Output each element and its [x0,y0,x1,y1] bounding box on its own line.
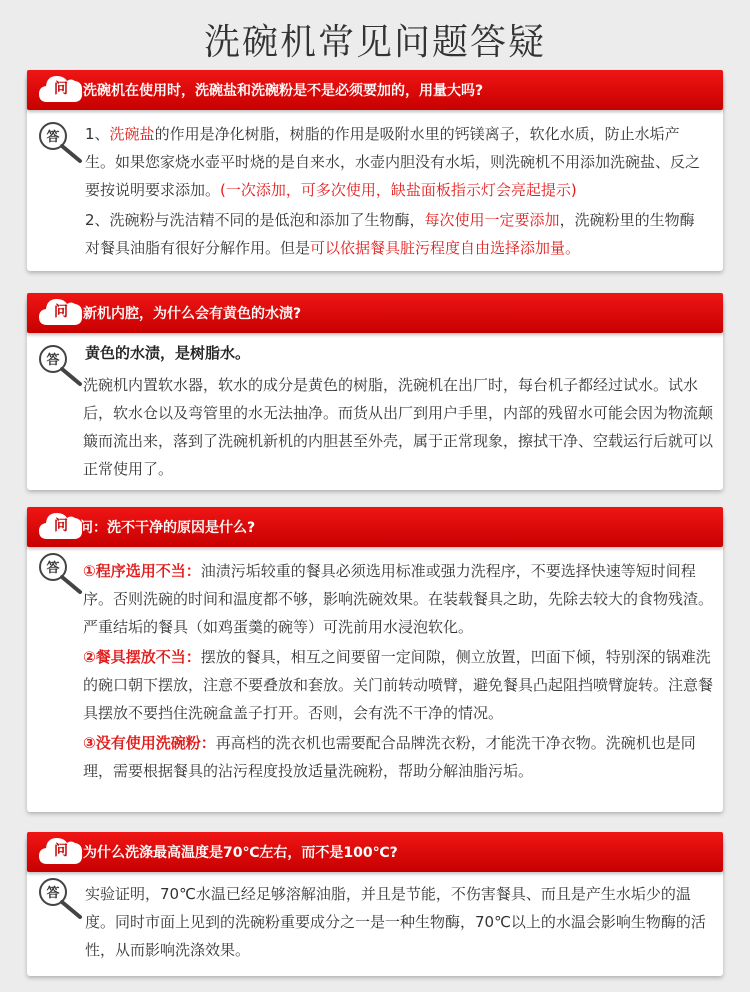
question-label: 问 [54,518,68,534]
question-text: 洗碗机在使用时，洗碗盐和洗碗粉是不是必须要加的，用量大吗? [83,83,484,99]
answer-text: ，洗碗粉里的生物酶对餐具油脂有很好分解作用。但是 [85,211,695,257]
answer-label: 答 [46,353,60,368]
faq-card-not-clean [27,513,723,812]
item-label: ②餐具摆放不当： [83,648,201,666]
faq-card-yellow-water [27,299,723,490]
magnifier-icon [37,876,83,920]
answer-label: 答 [46,130,60,145]
answer-text: 2、洗碗粉与洗洁精不同的是低泡和添加了生物酶， [85,211,425,229]
highlight-text: 每次使用一定要添加 [424,211,560,229]
answer-text: 的作用是净化树脂，树脂的作用是吸附水里的钙镁离子，软化水质，防止水垢产生。如果您家烧水壶平时烧的是自来水，水壶内胆没有水垢，则洗碗机不用添加洗碗盐、反之要按说明要求添加。 [85,125,701,199]
answer-label: 答 [46,886,60,901]
answer-paragraph: 洗碗机内置软水器，软水的成分是黄色的树脂，洗碗机在出厂时，每台机子都经过试水。试水后，软水仓以及弯管里的水无法抽净。而货从出厂到用户手里，内部的残留水可能会因为物流颠簸而流出来，落到了洗碗机新机的内胆甚至外壳，属于正常现象，擦拭干净、空载运行后就可以正常使用了。 [83,376,714,478]
answer-paragraph: 实验证明，70℃水温已经足够溶解油脂，并且是节能，不伤害餐具、而且是产生水垢少的温度。同时市面上见到的洗碗粉重要成分之一是一种生物酶，70℃以上的水温会影响生物酶的活性，从而影响洗涤效果。 [85,885,706,959]
answer-heading: 黄色的水渍，是树脂水。 [85,344,251,362]
cloud-icon [37,291,85,331]
highlight-text: 洗碗盐 [109,125,155,143]
cloud-icon [37,68,85,108]
answer-paragraph-salt [85,120,709,204]
highlight-text: 可以依据餐具脏污程度自由选择添加量。 [310,239,581,257]
page-title: 洗碗机常见问题答疑 [203,22,546,63]
question-bar [27,70,723,110]
highlight-text: (一次添加，可多次使用，缺盐面板指示灯会亮起提示) [220,181,577,199]
faq-card-temperature [27,838,723,976]
answer-item-program [83,557,713,641]
answer-paragraph-powder [85,206,709,262]
question-bar [27,507,723,547]
answer-item-placement [83,643,713,727]
cloud-icon [37,830,85,870]
magnifier-icon [37,120,83,164]
item-text: 再高档的洗衣机也需要配合品牌洗衣粉，才能洗干净衣物。洗碗机也是同理，需要根据餐具的沾污程度投放适量洗碗粉，帮助分解油脂污垢。 [83,734,696,780]
question-text: 为什么洗涤最高温度是70℃左右，而不是100℃? [83,845,398,861]
magnifier-icon [37,551,83,595]
question-label: 问 [54,304,68,320]
question-label: 问 [54,81,68,97]
answer-text: 1、 [85,125,110,143]
question-bar [27,832,723,872]
item-text: 摆放的餐具，相互之间要留一定间隙，侧立放置，凹面下倾，特别深的锅难洗的碗口朝下摆放，注意不要叠放和套放。关门前转动喷臂，避免餐具凸起阻挡喷臂旋转。注意餐具摆放不要挡住洗碗盒盖子打开。否则，会有洗不干净的情况。 [83,648,714,722]
question-text: 新机内腔，为什么会有黄色的水渍? [83,306,302,322]
question-bar [27,293,723,333]
question-label: 问 [54,843,68,859]
item-text: 油渍污垢较重的餐具必须选用标准或强力洗程序，不要选择快速等短时间程序。否则洗碗的时间和温度都不够，影响洗碗效果。在装载餐具之助，先除去较大的食物残渣。严重结垢的餐具（如鸡蛋羹的碗等）可洗前用水浸泡软化。 [83,562,714,636]
magnifier-icon [37,343,83,387]
question-text: 问：洗不干净的原因是什么? [79,520,256,536]
item-label: ①程序选用不当： [83,562,201,580]
faq-card-salt-powder [27,76,723,271]
answer-label: 答 [46,561,60,576]
cloud-icon [37,505,85,545]
answer-item-powder [83,729,713,785]
item-label: ③没有使用洗碗粉： [83,734,216,752]
